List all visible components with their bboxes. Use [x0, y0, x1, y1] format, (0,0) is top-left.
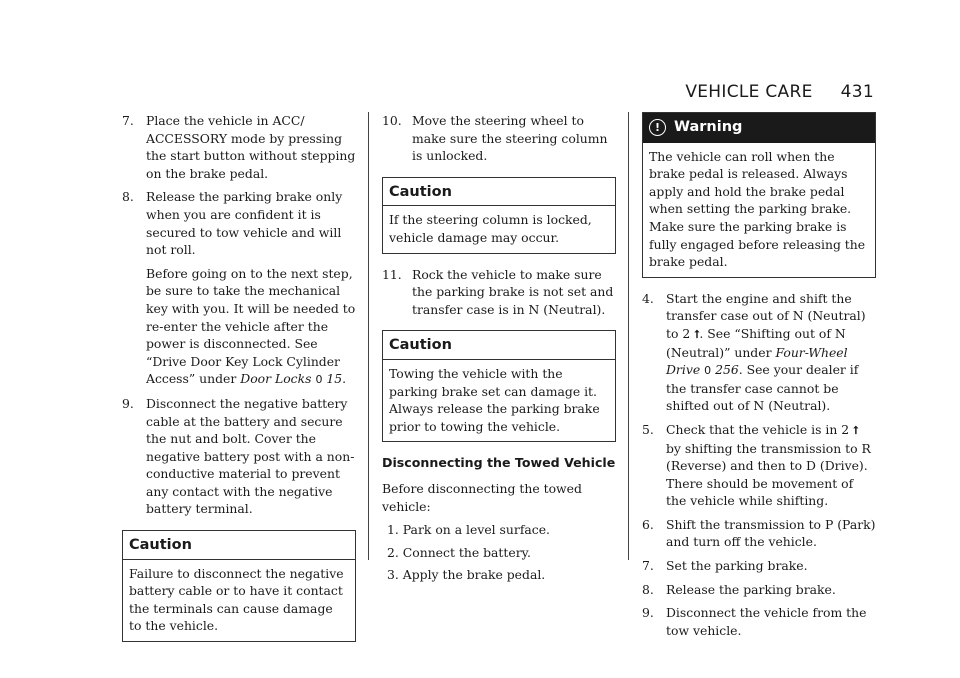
page-header [685, 82, 874, 102]
sub-text: Before going on to the next step, be sure to take the mechanical key with you. It will be needed to re-enter the vehicle after the power is disconnected. See “Drive Door Key Lock Cylinder Access” under [146, 265, 356, 387]
list-item [122, 112, 356, 182]
item-number: 8. [642, 581, 654, 597]
item-text: Release the parking brake. [666, 581, 836, 597]
item-number: 3. [387, 567, 399, 583]
list-item [642, 421, 876, 510]
item-text: . See your dealer if the transfer case cannot be shifted out of N (Neutral). [666, 362, 859, 414]
item-number: 8. [122, 189, 134, 205]
page-ref-number[interactable]: 256 [715, 362, 739, 378]
item-number: 9. [642, 605, 654, 621]
item-text: Set the parking brake. [666, 558, 808, 574]
item-number: 7. [642, 558, 654, 574]
list-item [122, 188, 356, 389]
item-number: 7. [122, 113, 134, 128]
item-text: Disconnect the vehicle from the tow vehicle. [666, 605, 867, 638]
intro-paragraph: Before disconnecting the towed vehicle: [382, 480, 582, 514]
item-text: Move the steering wheel to make sure the steering column is unlocked. [412, 113, 608, 164]
item-number: 9. [122, 395, 134, 411]
column-divider [368, 112, 369, 560]
item-number: 10. [382, 113, 402, 128]
column-2 [382, 112, 616, 589]
gear-up-arrow-icon: ⭡ [853, 423, 859, 437]
door-locks-link[interactable]: Door Locks [240, 371, 312, 387]
list-item [642, 604, 876, 639]
four-wheel-drive-link[interactable]: Four-Wheel Drive [666, 344, 848, 378]
item-text: Start the engine and shift the transfer case out of N (Neutral) to 2 [666, 290, 866, 341]
warning-header [643, 113, 875, 143]
column-3 [642, 112, 876, 645]
item-text: by shifting the transmission to R (Reverse) and then to D (Drive). There should be movement of the vehicle while shifting. [666, 440, 871, 509]
list-item [382, 566, 616, 584]
caution-body: Failure to disconnect the negative battery cable or to have it contact the terminals can cause damage to the vehicle. [129, 565, 344, 634]
column-1 [122, 112, 356, 654]
item-text: Rock the vehicle to make sure the parking brake is not set and transfer case is in N (Neutral). [412, 266, 614, 317]
list-item [382, 544, 616, 562]
list-item [642, 516, 876, 551]
item-number: 2. [387, 544, 399, 560]
item-number: 1. [387, 522, 399, 538]
item-text: Release the parking brake only when you are confident it is secured to tow vehicle and will not roll. [146, 189, 343, 258]
list-item [382, 266, 616, 319]
item-text: Check that the vehicle is in 2 [666, 421, 850, 437]
item-number: 5. [642, 421, 654, 437]
caution-box [382, 330, 616, 442]
sub-paragraph [146, 265, 356, 389]
section-title: VEHICLE CARE [685, 82, 813, 102]
column-divider [628, 112, 629, 560]
item-text: Disconnect the negative battery cable at the battery and secure the nut and bolt. Cover the negative battery post with a non-conductive material to prevent any contact with the negative battery terminal. [146, 395, 355, 517]
item-number: 4. [642, 290, 654, 306]
list-item [382, 521, 616, 539]
caution-body: Towing the vehicle with the parking brake set can damage it. Always release the parking brake prior to towing the vehicle. [389, 365, 600, 434]
page-ref-icon: 0 [704, 364, 712, 378]
section-subheading: Disconnecting the Towed Vehicle [382, 455, 616, 471]
item-number: 11. [382, 266, 402, 282]
caution-title: Caution [383, 331, 615, 360]
page-ref-icon: 0 [315, 373, 323, 387]
warning-box [642, 112, 876, 278]
caution-box [382, 177, 616, 254]
list-item [642, 581, 876, 599]
item-text: Place the vehicle in ACC/ ACCESSORY mode by pressing the start button without stepping on the brake pedal. [146, 113, 356, 181]
item-text: . See “Shifting out of N (Neutral)” under [666, 325, 846, 360]
item-text: Connect the battery. [402, 544, 531, 560]
list-item [642, 557, 876, 575]
list-item [122, 395, 356, 518]
caution-body: If the steering column is locked, vehicle damage may occur. [389, 212, 592, 245]
warning-icon: ! [649, 119, 666, 136]
list-item [382, 112, 616, 165]
item-text: Park on a level surface. [402, 522, 550, 538]
warning-title: Warning [674, 119, 743, 135]
warning-body: The vehicle can roll when the brake pedal is released. Always apply and hold the brake pedal when setting the parking brake. Make sure the parking brake is fully engaged before releasing the brake pedal. [649, 148, 866, 270]
page-ref-number[interactable]: 15 [326, 371, 343, 387]
punctuation: . [342, 371, 347, 387]
caution-title: Caution [123, 531, 355, 560]
item-text: Shift the transmission to P (Park) and turn off the vehicle. [666, 516, 876, 550]
caution-box [122, 530, 356, 642]
item-number: 6. [642, 516, 654, 532]
caution-title: Caution [383, 178, 615, 207]
item-text: Apply the brake pedal. [402, 567, 546, 583]
gear-up-arrow-icon: ⭡ [694, 327, 700, 341]
list-item [642, 290, 876, 415]
page-number: 431 [840, 82, 874, 102]
